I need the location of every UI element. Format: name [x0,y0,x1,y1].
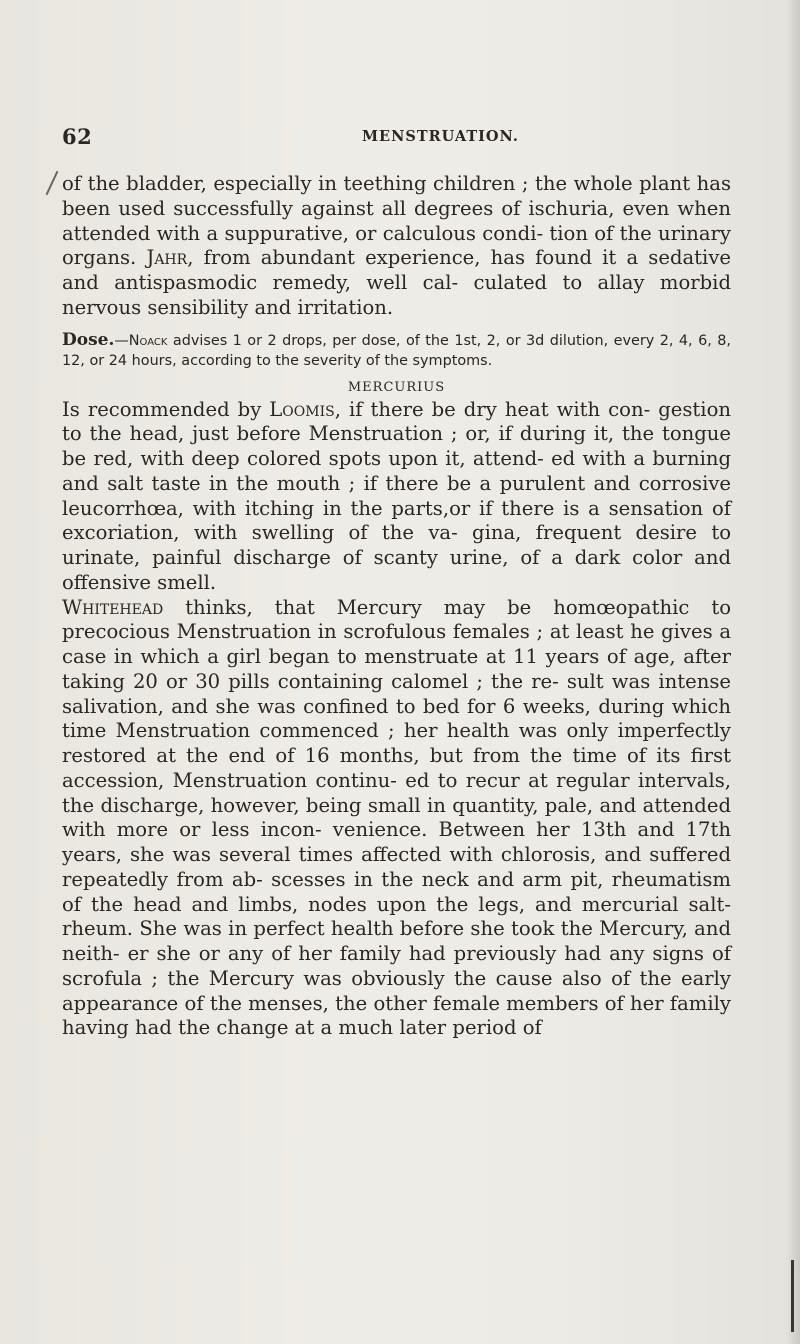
paragraph-whitehead [62,596,731,1042]
paragraph-bladder [62,172,731,321]
dose-dash: — [114,332,129,349]
whitehead-text: thinks, that Mercury may be homœopathic to precocious Menstruation in scrofulous females ; at least he gives a case in which a girl began to menstruate at 11 years of age, after taking 20 or 30 pills containing calomel ; the re- sult was intense salivation, and she was confined to bed for 6 weeks, during which time Menstruation commenced ; her health was only imperfectly restored at the end of 16 months, but from the time of its first accession, Menstruation continu- ed to recur at regular intervals, the discharge, however, being small in quantity, pale, and attended with more or less incon- venience. Between her 13th and 17th years, she was several times affected with chlorosis, and suffered repeatedly from ab- scesses in the neck and arm pit, rheumatism of the head and limbs, nodes upon the legs, and mercurial salt-rheum. She was in perfect health before she took the Mercury, and neith- er she or any of her family had previously had any signs of scrofula ; the Mercury was obviously the cause also of the early appearance of the menses, the other female members of her family having had the change at a much later period of [62,595,731,1040]
page-edge-shadow [786,0,800,1344]
paragraph-bladder-text: of the bladder, especially in teething children ; the whole plant has been used successfully against all degrees of ischuria, even when attended with a suppurative, or calculous condi- tion of the urinary organs. [62,172,731,270]
paragraph-jahr-text: , from abundant experience, has found it a sedative and antispasmodic remedy, well cal- culated to allay morbid nervous sensibility and irritation. [62,246,731,319]
paragraph-mercurius [62,398,731,596]
dose-label: Dose. [62,329,115,350]
dose-note [62,330,731,372]
author-noack: Noack [128,332,168,349]
section-heading-mercurius: MERCURIUS [347,379,446,395]
mercurius-intro-after: , if there be dry heat with con- gestion to the head, just before Menstruation ; or, if during it, the tongue be red, with deep colored spots upon it, attend- ed with a burning and salt taste in the mouth ; if there be a purulent and corrosive leucorrhœa, with itching in the parts,or if there is a sensation of excoriation, with swelling of the va- gina, frequent desire to urinate, painful discharge of scanty urine, of a dark color and offensive smell. [62,397,731,594]
pencil-mark [46,171,59,195]
running-head: MENSTRUATION. [362,128,519,145]
page-header [62,124,662,154]
author-loomis: Loomis [269,397,335,421]
author-jahr: Jahr [146,246,188,270]
page-number: 62 [62,124,93,149]
margin-bar-mark [791,1260,794,1332]
dose-text: advises 1 or 2 drops, per dose, of the 1st, 2, or 3d dilution, every 2, 4, 6, 8, 12, or 24 hours, according to the severity of the symptoms. [62,332,731,369]
author-whitehead: Whitehead [62,595,164,619]
body-text [62,172,731,1041]
mercurius-intro-before: Is recommended by [62,397,270,421]
